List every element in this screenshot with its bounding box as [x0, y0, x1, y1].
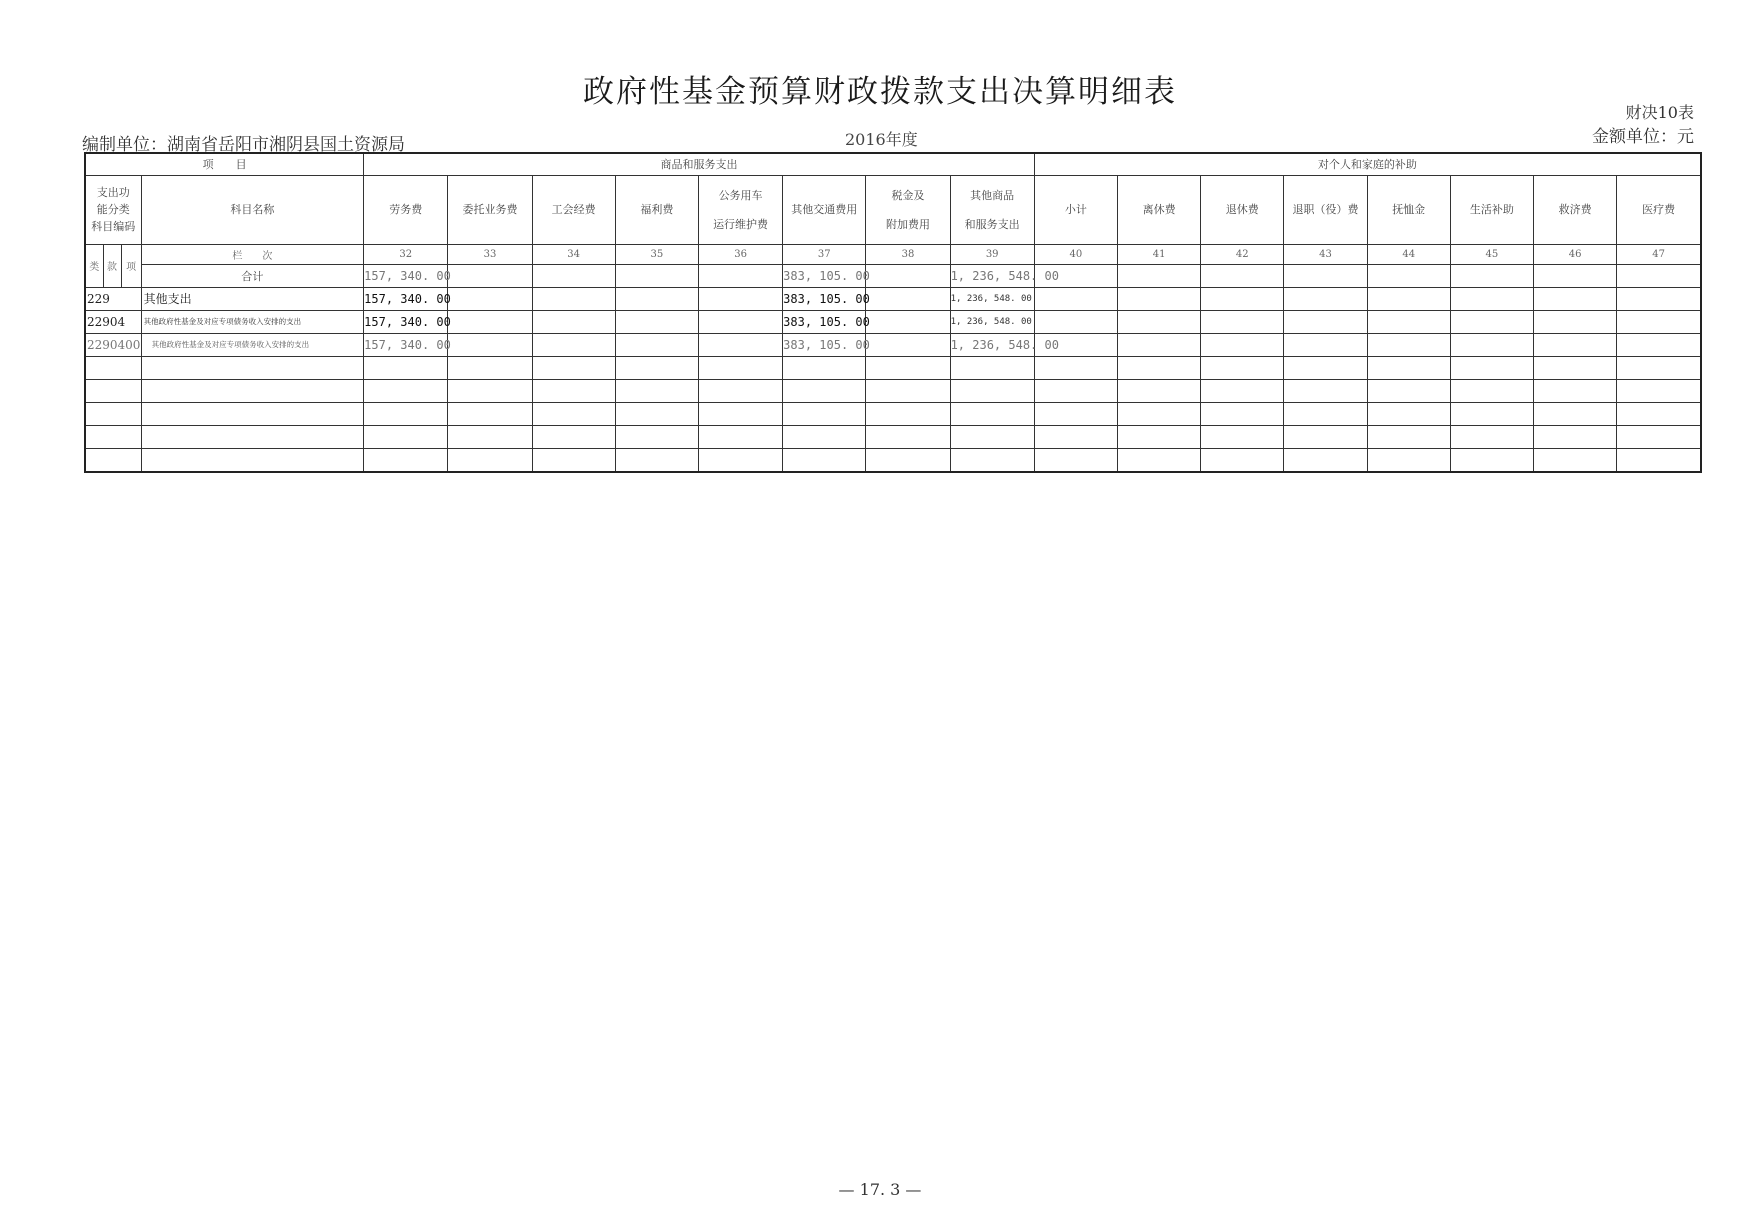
row-c37: 383, 105. 00 [783, 287, 866, 310]
form-number: 财决10表 [1625, 103, 1694, 122]
organization: 编制单位：湖南省岳阳市湘阴县国土资源局 [82, 135, 405, 155]
total-row [85, 264, 1701, 287]
group-project: 项 目 [85, 153, 364, 175]
lei-label: 类 [85, 244, 103, 287]
row-name: 其他政府性基金及对应专项债务收入安排的支出 [141, 333, 364, 356]
row-code: 2290400 [85, 333, 141, 356]
col-header-44: 抚恤金 [1367, 175, 1450, 244]
col-header-45: 生活补助 [1450, 175, 1533, 244]
empty-row [85, 448, 1701, 472]
group-personal-subsidy: 对个人和家庭的补助 [1034, 153, 1701, 175]
amount-unit: 金额单位：元 [1592, 127, 1694, 147]
row-c39: 1, 236, 548. 00 [950, 310, 1034, 333]
lanci-label: 栏 次 [141, 244, 364, 264]
col-header-42: 退休费 [1201, 175, 1284, 244]
row-c32: 157, 340. 00 [364, 310, 448, 333]
col-header-46: 救济费 [1534, 175, 1617, 244]
empty-row [85, 402, 1701, 425]
col-index: 35 [615, 244, 698, 264]
total-c37: 383, 105. 00 [783, 264, 866, 287]
col-header-41: 离休费 [1117, 175, 1200, 244]
col-index: 33 [448, 244, 532, 264]
table-row [85, 287, 1701, 310]
kuan-label: 款 [103, 244, 121, 287]
row-c39: 1, 236, 548. 00 [950, 333, 1034, 356]
col-index: 41 [1117, 244, 1200, 264]
total-c39: 1, 236, 548. 00 [950, 264, 1034, 287]
col-index: 40 [1034, 244, 1117, 264]
empty-row [85, 356, 1701, 379]
col-index: 38 [866, 244, 950, 264]
func-code-header: 支出功 能分类 科目编码 [85, 175, 141, 244]
col-header-35: 福利费 [615, 175, 698, 244]
col-index: 42 [1201, 244, 1284, 264]
total-label: 合计 [141, 264, 364, 287]
col-header-40: 小计 [1034, 175, 1117, 244]
row-c39: 1, 236, 548. 00 [950, 287, 1034, 310]
col-index: 34 [532, 244, 615, 264]
col-header-47: 医疗费 [1617, 175, 1701, 244]
col-header-36: 公务用车 运行维护费 [698, 175, 782, 244]
row-c32: 157, 340. 00 [364, 333, 448, 356]
col-header-32: 劳务费 [364, 175, 448, 244]
row-code: 229 [85, 287, 141, 310]
col-header-34: 工会经费 [532, 175, 615, 244]
empty-row [85, 379, 1701, 402]
row-c37: 383, 105. 00 [783, 310, 866, 333]
expenditure-table [84, 152, 1702, 473]
row-c32: 157, 340. 00 [364, 287, 448, 310]
col-index: 37 [783, 244, 866, 264]
col-index: 45 [1450, 244, 1533, 264]
page-title: 政府性基金预算财政拨款支出决算明细表 [583, 74, 1177, 110]
col-header-38: 税金及 附加费用 [866, 175, 950, 244]
col-index: 39 [950, 244, 1034, 264]
empty-row [85, 425, 1701, 448]
col-index: 46 [1534, 244, 1617, 264]
col-header-37: 其他交通费用 [783, 175, 866, 244]
table-row [85, 310, 1701, 333]
subject-name-header: 科目名称 [141, 175, 364, 244]
col-header-43: 退职（役）费 [1284, 175, 1367, 244]
total-c32: 157, 340. 00 [364, 264, 448, 287]
table-row [85, 333, 1701, 356]
page-number: — 17. 3 — [838, 1180, 922, 1199]
col-index: 47 [1617, 244, 1701, 264]
col-index: 43 [1284, 244, 1367, 264]
col-header-39: 其他商品 和服务支出 [950, 175, 1034, 244]
row-c37: 383, 105. 00 [783, 333, 866, 356]
row-name: 其他政府性基金及对应专项债务收入安排的支出 [141, 310, 364, 333]
col-index: 44 [1367, 244, 1450, 264]
col-header-33: 委托业务费 [448, 175, 532, 244]
xiang-label: 项 [121, 244, 141, 287]
row-code: 22904 [85, 310, 141, 333]
row-name: 其他支出 [141, 287, 364, 310]
fiscal-year: 2016年度 [845, 130, 918, 149]
col-index: 32 [364, 244, 448, 264]
group-goods-services: 商品和服务支出 [364, 153, 1035, 175]
col-index: 36 [698, 244, 782, 264]
